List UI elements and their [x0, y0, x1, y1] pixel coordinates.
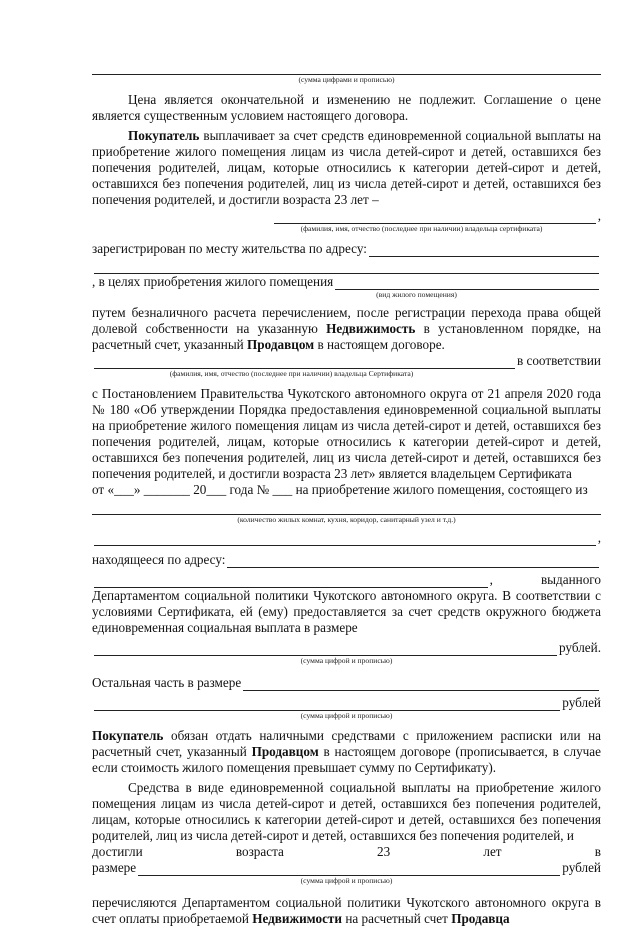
- owner-name-line: [274, 211, 596, 224]
- caption-sum-3: (сумма цифрой и прописью): [300, 711, 393, 720]
- price-paragraph: Цена является окончательной и изменению не подлежит. Соглашение о цене является существенным условием настоящего договора.: [92, 92, 601, 123]
- funds-paragraph: Средства в виде единовременной социальной выплаты на приобретение жилого помещения лицам из числа детей-сирот и детей, оставшихся без попечения родителей, лицам, которые относились к категории детей-сирот и детей, оставшихся без попечения родителей, лиц из числа детей-сирот и детей, оставшихся без попечения родителей, и: [92, 780, 601, 843]
- buyer-term: Покупатель: [128, 128, 200, 143]
- purpose-label: , в целях приобретения жилого помещения: [92, 274, 334, 289]
- rooms-line-2: [94, 533, 596, 546]
- age-word-2: возраста: [235, 844, 284, 859]
- rooms-row-2: ,: [92, 530, 601, 546]
- issued-row: , выданного: [92, 572, 601, 588]
- cash-paragraph: Покупатель обязан отдать наличными средствами с приложением расписки или на расчетный счет, указанный Продавцом в настоящем договоре (прописывается, в случае если стоимость жилого помещения превышает сумму по Сертификату).: [92, 728, 601, 775]
- registration-row: [92, 241, 601, 257]
- cert-owner-line: [94, 356, 515, 369]
- buyer-term-2: Покупатель: [92, 728, 164, 743]
- accordance-row: [92, 353, 601, 369]
- accordance-label: в соответствии: [516, 353, 601, 368]
- purpose-row: [92, 274, 601, 290]
- seller-term-3: Продавца: [451, 911, 510, 926]
- buyer-paragraph-text: выплачивает за счет средств единовременной социальной выплаты на приобретение жилого помещения лицам из числа детей-сирот и детей, оставшихся без попечения родителей, лицам, которые относились к категории детей-сирот и детей, оставшихся без попечения родителей, лиц из числа детей-сирот и детей, оставшихся без попечения родителей, и достигли возраста 23 лет –: [92, 128, 601, 207]
- purpose-line: [335, 277, 599, 290]
- age-row: [92, 844, 601, 860]
- realty-term: Недвижимость: [326, 321, 416, 336]
- registration-label: зарегистрирован по месту жительства по адресу:: [92, 241, 367, 256]
- seller-term-2: Продавцом: [251, 744, 319, 759]
- rest-label: Остальная часть в размере: [92, 675, 242, 690]
- age-word-1: достигли: [92, 844, 143, 859]
- department-paragraph: Департаментом социальной политики Чукотского автономного округа. В соответствии с условиями Сертификата, ей (ему) предоставляется за счет средств окружного бюджета единовременная социальная выплата в размере: [92, 588, 601, 635]
- rest-row-2: [92, 695, 601, 711]
- size-label: размере: [92, 860, 137, 875]
- issued-label: выданного: [540, 572, 601, 587]
- caption-kind: (вид жилого помещения): [376, 290, 457, 299]
- address-label: находящееся по адресу:: [92, 552, 226, 567]
- age-word-3: 23: [377, 844, 391, 859]
- age-word-4: лет: [483, 844, 502, 859]
- owner-name-fill: ,: [92, 208, 601, 224]
- registration-line: [369, 244, 599, 257]
- size-line: [138, 863, 560, 876]
- caption-rooms: (количество жилых комнат, кухня, коридор, санитарный узел и т.д.): [237, 515, 456, 524]
- realty-term-2: Недвижимости: [252, 911, 343, 926]
- transfer-paragraph: перечисляются Департаментом социальной политики Чукотского автономного округа в счет оплаты приобретаемой Недвижимости на расчетный счет Продавца: [92, 895, 601, 926]
- sum-words-line: [92, 62, 601, 75]
- rubles-label: рублей.: [558, 640, 601, 655]
- address-row: [92, 552, 601, 568]
- caption-sum-2: (сумма цифрой и прописью): [300, 656, 393, 665]
- address-line: [227, 555, 599, 568]
- rest-row: [92, 675, 601, 691]
- payout-sum-row: [92, 640, 601, 656]
- rubles-label-3: рублей: [562, 860, 601, 875]
- document-page: [92, 62, 601, 927]
- caption-sum-4: (сумма цифрой и прописью): [300, 876, 393, 885]
- buyer-paragraph: [92, 128, 601, 208]
- payout-sum-line: [94, 643, 557, 656]
- caption-sum-words: (сумма цифрами и прописью): [298, 75, 395, 84]
- payment-paragraph: путем безналичного расчета перечислением, после регистрации перехода права общей долевой собственности на указанную Недвижимость в установленном порядке, на расчетный счет, указанный Продавцом в настоящем договоре.: [92, 305, 601, 352]
- age-word-5: в: [594, 844, 601, 859]
- rest-line: [243, 678, 599, 691]
- registration-line-2: [94, 261, 599, 274]
- rest-line-2: [94, 698, 560, 711]
- resolution-paragraph: с Постановлением Правительства Чукотского автономного округа от 21 апреля 2020 года № 180 «Об утверждении Порядка предоставления единовременной социальной выплаты на приобретение жилого помещения лицам из числа детей-сирот и детей, оставшихся без попечения родителей, лицам, которые относились к категории детей-сирот и детей, оставшихся без попечения родителей, лиц из числа детей-сирот и детей, оставшихся без попечения родителей, и достигли возраста 23 лет» является владельцем Сертификата: [92, 386, 601, 481]
- registration-row-2: [92, 261, 601, 274]
- seller-term: Продавцом: [247, 337, 315, 352]
- size-row: [92, 860, 601, 876]
- caption-cert-fio: (фамилия, имя, отчество (последнее при наличии) владельца Сертификата): [169, 369, 414, 378]
- certificate-line: от «___» _______ 20___ года № ___ на приобретение жилого помещения, состоящего из: [92, 482, 588, 497]
- rubles-label-2: рублей: [562, 695, 601, 710]
- caption-owner-fio: (фамилия, имя, отчество (последнее при наличии) владельца сертификата): [300, 224, 543, 233]
- rooms-line: [92, 502, 601, 515]
- address-line-2: [94, 575, 488, 588]
